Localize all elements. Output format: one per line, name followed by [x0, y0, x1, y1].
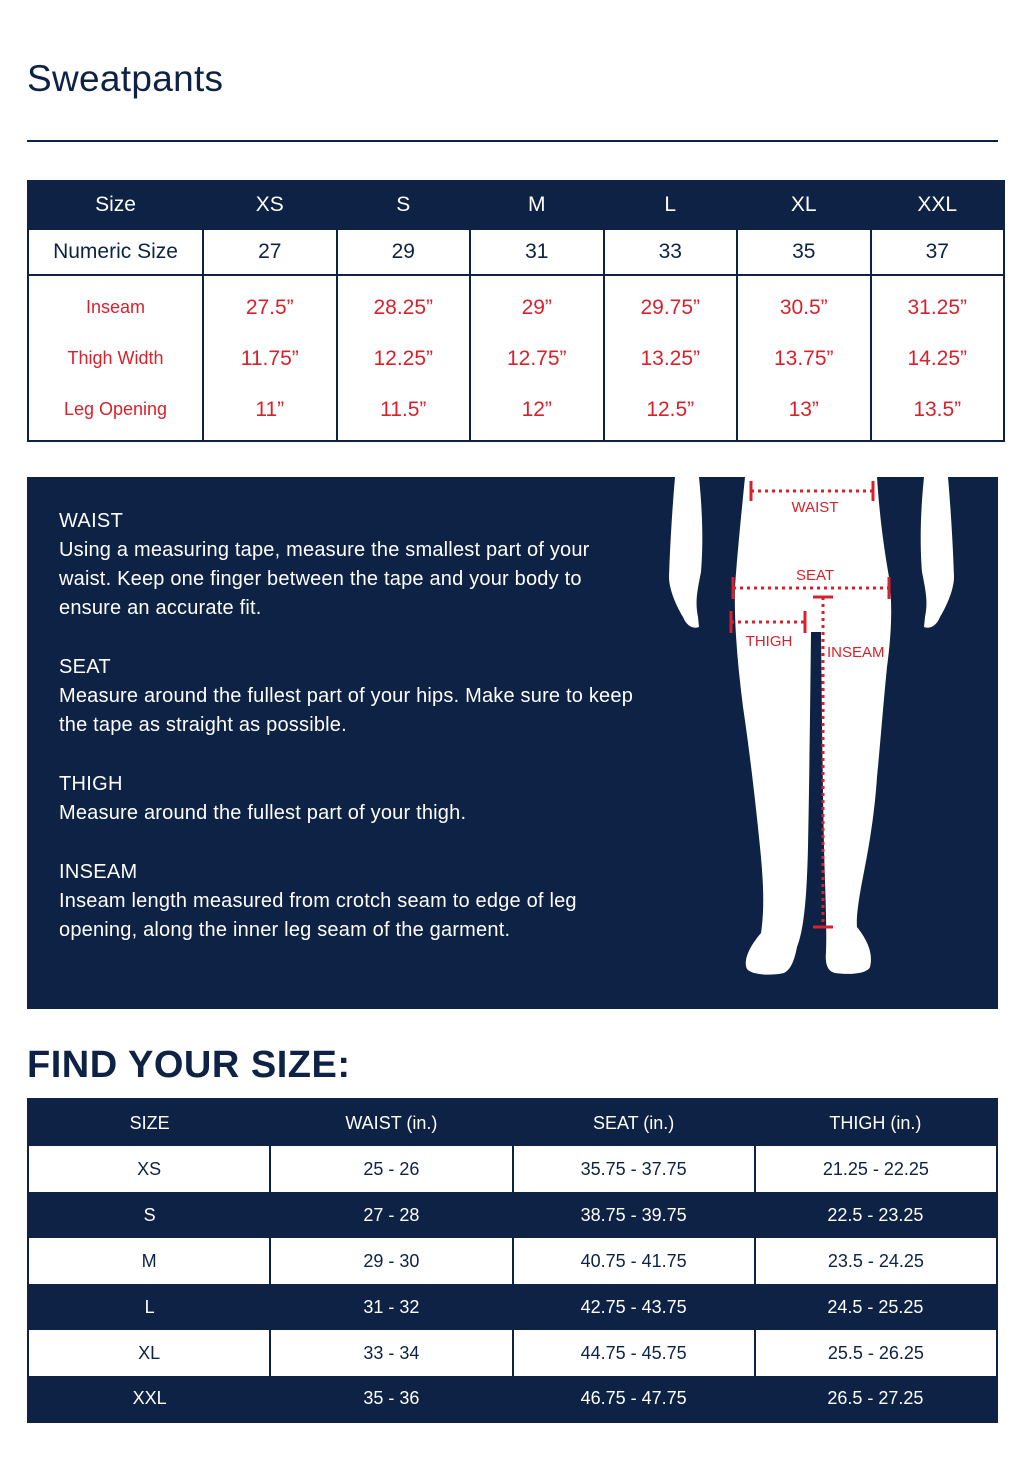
numeric-size-cell: 31 — [470, 229, 604, 275]
table-row — [28, 1284, 997, 1330]
inseam-value: 27.5” — [245, 296, 294, 319]
thigh-cell: 26.5 - 27.25 — [755, 1376, 997, 1422]
find-header-cell: SEAT (in.) — [592, 1112, 675, 1133]
size-cell: XS — [28, 1146, 270, 1192]
table-row — [28, 1376, 997, 1422]
seat-cell: 42.75 - 43.75 — [513, 1284, 755, 1330]
thigh-cell: 24.5 - 25.25 — [755, 1284, 997, 1330]
size-header-cell: XS — [203, 181, 337, 229]
inseam-text: Inseam length measured from crotch seam to edge of leg opening, along the inner leg seam of the garment. — [59, 890, 577, 941]
thigh-figure-label: THIGH — [745, 633, 793, 650]
body-silhouette — [735, 477, 891, 975]
thigh-width-value: 13.25” — [640, 347, 701, 370]
seat-cell: 35.75 - 37.75 — [513, 1146, 755, 1192]
size-cell: S — [28, 1192, 270, 1238]
size-cell: L — [28, 1284, 270, 1330]
find-size-header-row — [28, 1099, 997, 1146]
table-row — [28, 1330, 997, 1376]
thigh-cell: 25.5 - 26.25 — [755, 1330, 997, 1376]
size-header-cell: Size — [28, 181, 203, 229]
find-header-cell: WAIST (in.) — [345, 1112, 438, 1133]
thigh-text: Measure around the fullest part of your thigh. — [59, 802, 467, 824]
inseam-label: Inseam — [85, 297, 146, 317]
inseam-heading: INSEAM — [59, 861, 138, 883]
thigh-cell: 23.5 - 24.25 — [755, 1238, 997, 1284]
waist-cell: 29 - 30 — [270, 1238, 512, 1284]
seat-cell: 38.75 - 39.75 — [513, 1192, 755, 1238]
numeric-size-cell: 29 — [337, 229, 471, 275]
find-header-cell: SIZE — [129, 1112, 170, 1133]
size-header-cell: S — [337, 181, 471, 229]
find-your-size-table — [27, 1098, 998, 1423]
measurement-values-cell — [604, 275, 738, 441]
body-measurement-figure — [27, 477, 998, 1009]
leg-opening-value: 12.5” — [646, 398, 695, 421]
numeric-size-cell: 33 — [604, 229, 738, 275]
size-header-cell: L — [604, 181, 738, 229]
seat-cell: 44.75 - 45.75 — [513, 1330, 755, 1376]
measurement-values-cell — [470, 275, 604, 441]
seat-cell: 40.75 - 41.75 — [513, 1238, 755, 1284]
thigh-heading: THIGH — [59, 773, 123, 795]
numeric-size-cell: 35 — [737, 229, 871, 275]
table-row — [28, 1192, 997, 1238]
size-header-cell: XXL — [871, 181, 1005, 229]
table-row — [28, 1238, 997, 1284]
leg-opening-value: 11.5” — [380, 398, 427, 421]
thigh-width-value: 13.75” — [773, 347, 834, 370]
size-cell: XL — [28, 1330, 270, 1376]
seat-heading: SEAT — [59, 656, 111, 678]
inseam-value: 29” — [521, 296, 552, 319]
waist-heading: WAIST — [59, 510, 124, 532]
measurement-labels-cell — [28, 275, 203, 441]
thigh-width-value: 11.75” — [240, 347, 299, 370]
leg-opening-label: Leg Opening — [63, 399, 168, 419]
waist-cell: 25 - 26 — [270, 1146, 512, 1192]
waist-cell: 33 - 34 — [270, 1330, 512, 1376]
waist-cell: 35 - 36 — [270, 1376, 512, 1422]
waist-cell: 27 - 28 — [270, 1192, 512, 1238]
inseam-value: 31.25” — [907, 296, 968, 319]
waist-text: Using a measuring tape, measure the smallest part of your waist. Keep one finger between the tape and your body to ensure an accurate fit. — [59, 539, 590, 619]
measurement-values-cell — [337, 275, 471, 441]
inseam-value: 28.25” — [373, 296, 434, 319]
numeric-size-cell: 27 — [203, 229, 337, 275]
thigh-width-value: 12.75” — [506, 347, 567, 370]
size-header-row — [28, 181, 1004, 229]
numeric-size-cell: 37 — [871, 229, 1005, 275]
title-divider — [27, 140, 998, 142]
measurements-row — [28, 275, 1004, 441]
left-arm-silhouette — [669, 477, 702, 628]
waist-cell: 31 - 32 — [270, 1284, 512, 1330]
thigh-width-value: 14.25” — [907, 347, 968, 370]
numeric-size-label: Numeric Size — [28, 229, 203, 275]
seat-figure-label: SEAT — [795, 567, 835, 584]
size-chart-table — [27, 180, 1005, 442]
find-header-cell: THIGH (in.) — [829, 1112, 922, 1133]
size-cell: M — [28, 1238, 270, 1284]
measurement-values-cell — [871, 275, 1005, 441]
page-title: Sweatpants — [27, 58, 224, 99]
waist-figure-label: WAIST — [791, 499, 839, 516]
thigh-width-value: 12.25” — [373, 347, 434, 370]
inseam-value: 30.5” — [779, 296, 828, 319]
thigh-width-label: Thigh Width — [67, 348, 164, 368]
measurement-values-cell — [203, 275, 337, 441]
thigh-cell: 22.5 - 23.25 — [755, 1192, 997, 1238]
table-row — [28, 1146, 997, 1192]
inseam-figure-label: INSEAM — [827, 644, 885, 661]
right-arm-silhouette — [921, 477, 954, 628]
size-cell: XXL — [28, 1376, 270, 1422]
numeric-size-row — [28, 229, 1004, 275]
thigh-cell: 21.25 - 22.25 — [755, 1146, 997, 1192]
leg-opening-value: 13.5” — [913, 398, 962, 421]
seat-cell: 46.75 - 47.75 — [513, 1376, 755, 1422]
size-header-cell: XL — [737, 181, 871, 229]
seat-text: Measure around the fullest part of your hips. Make sure to keep the tape as straight as possible. — [59, 685, 634, 736]
measurement-values-cell — [737, 275, 871, 441]
leg-opening-value: 12” — [521, 398, 552, 421]
size-header-cell: M — [470, 181, 604, 229]
inseam-value: 29.75” — [640, 296, 701, 319]
leg-opening-value: 13” — [788, 398, 819, 421]
measuring-guide-panel — [27, 477, 998, 1009]
leg-opening-value: 11” — [255, 398, 285, 421]
find-your-size-title: FIND YOUR SIZE: — [27, 1044, 351, 1086]
